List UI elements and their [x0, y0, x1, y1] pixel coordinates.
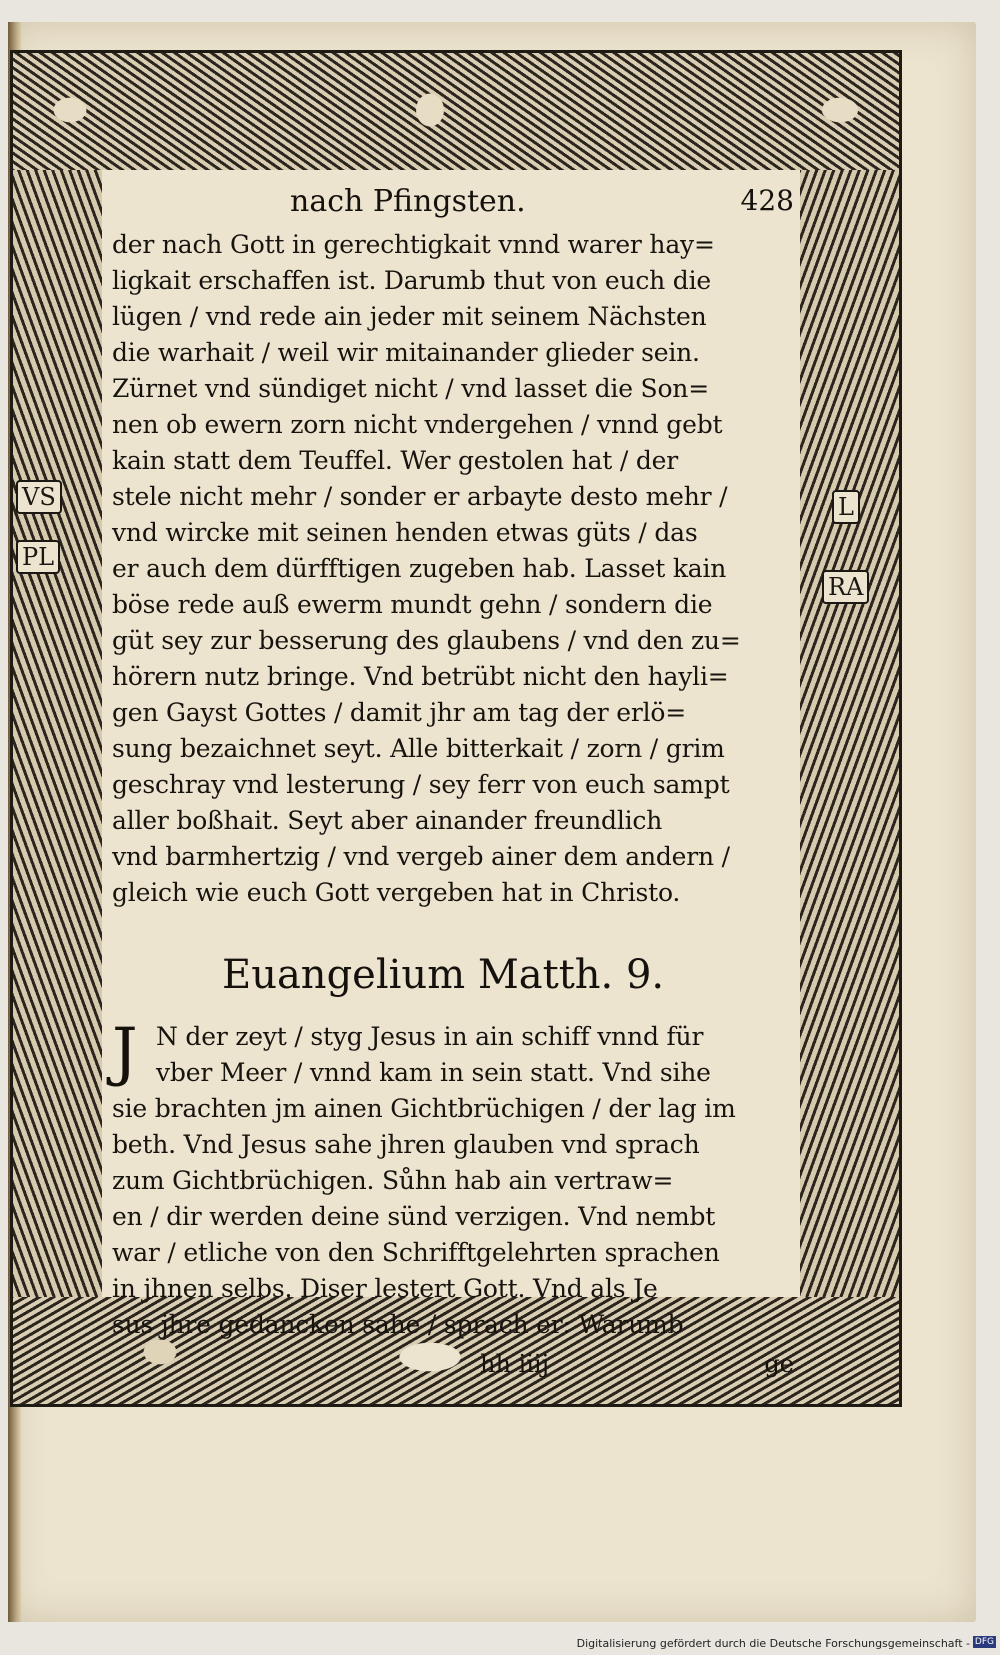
gospel-heading: Euangelium Matth. 9.: [222, 952, 665, 998]
text-line: böse rede auß ewerm mundt gehn / sondern die: [112, 590, 713, 619]
text-line: N der zeyt / styg Jesus in ain schiff vnnd für: [156, 1022, 704, 1051]
text-line: sus jhre gedancken sahe / sprach er: Warumb: [112, 1310, 684, 1339]
text-line: hörern nutz bringe. Vnd betrübt nicht den hayli=: [112, 662, 729, 691]
border-inscription: L: [832, 490, 860, 524]
text-line: nen ob ewern zorn nicht vndergehen / vnnd gebt: [112, 410, 723, 439]
text-line: en / dir werden deine sünd verzigen. Vnd nembt: [112, 1202, 716, 1231]
funding-credit: Digitalisierung gefördert durch die Deutsche Forschungsgemeinschaft -: [576, 1637, 970, 1650]
running-head: [112, 184, 794, 224]
text-line: ligkait erschaffen ist. Darumb thut von euch die: [112, 266, 711, 295]
text-line: vber Meer / vnnd kam in sein statt. Vnd sihe: [156, 1058, 711, 1087]
text-line: sung bezaichnet seyt. Alle bitterkait / zorn / grim: [112, 734, 725, 763]
text-block: [112, 172, 794, 1378]
text-line: er auch dem dürfftigen zugeben hab. Lasset kain: [112, 554, 727, 583]
text-line: sie brachten jm ainen Gichtbrüchigen / der lag im: [112, 1094, 736, 1123]
text-line: kain statt dem Teuffel. Wer gestolen hat / der: [112, 446, 679, 475]
text-line: gleich wie euch Gott vergeben hat in Christo.: [112, 878, 681, 907]
text-line: güt sey zur besserung des glaubens / vnd den zu=: [112, 626, 741, 655]
text-line: zum Gichtbrüchigen. Sůhn hab ain vertraw=: [112, 1166, 674, 1195]
text-line: die warhait / weil wir mitainander glieder sein.: [112, 338, 700, 367]
border-inscription: PL: [16, 540, 60, 574]
dfg-logo: DFG: [974, 1637, 994, 1647]
text-line: vnd wircke mit seinen henden etwas güts / das: [112, 518, 698, 547]
text-line: in jhnen selbs. Diser lestert Gott. Vnd als Je: [112, 1274, 658, 1303]
text-line: lügen / vnd rede ain jeder mit seinem Nächsten: [112, 302, 707, 331]
text-line: beth. Vnd Jesus sahe jhren glauben vnd sprach: [112, 1130, 700, 1159]
signature-mark: hh iiij: [480, 1350, 550, 1378]
text-line: Zürnet vnd sündiget nicht / vnd lasset die Son=: [112, 374, 709, 403]
book-page: [8, 22, 976, 1622]
text-line: geschray vnd lesterung / sey ferr von euch sampt: [112, 770, 730, 799]
catchword-line: [112, 1350, 794, 1384]
page-number: 428: [740, 184, 794, 217]
text-line: der nach Gott in gerechtigkait vnnd warer hay=: [112, 230, 715, 259]
catchword: ge: [764, 1350, 794, 1378]
border-inscription: RA: [822, 570, 869, 604]
text-line: stele nicht mehr / sonder er arbayte desto mehr /: [112, 482, 728, 511]
text-line: war / etliche von den Schrifftgelehrten sprachen: [112, 1238, 720, 1267]
digitization-footer: [0, 1633, 1000, 1655]
drop-cap: J: [112, 1015, 138, 1089]
text-line: aller boßhait. Seyt aber ainander freundlich: [112, 806, 663, 835]
text-line: vnd barmhertzig / vnd vergeb ainer dem andern /: [112, 842, 730, 871]
border-inscription: VS: [16, 480, 62, 514]
running-title: nach Pfingsten.: [290, 184, 526, 219]
text-line: gen Gayst Gottes / damit jhr am tag der erlö=: [112, 698, 686, 727]
